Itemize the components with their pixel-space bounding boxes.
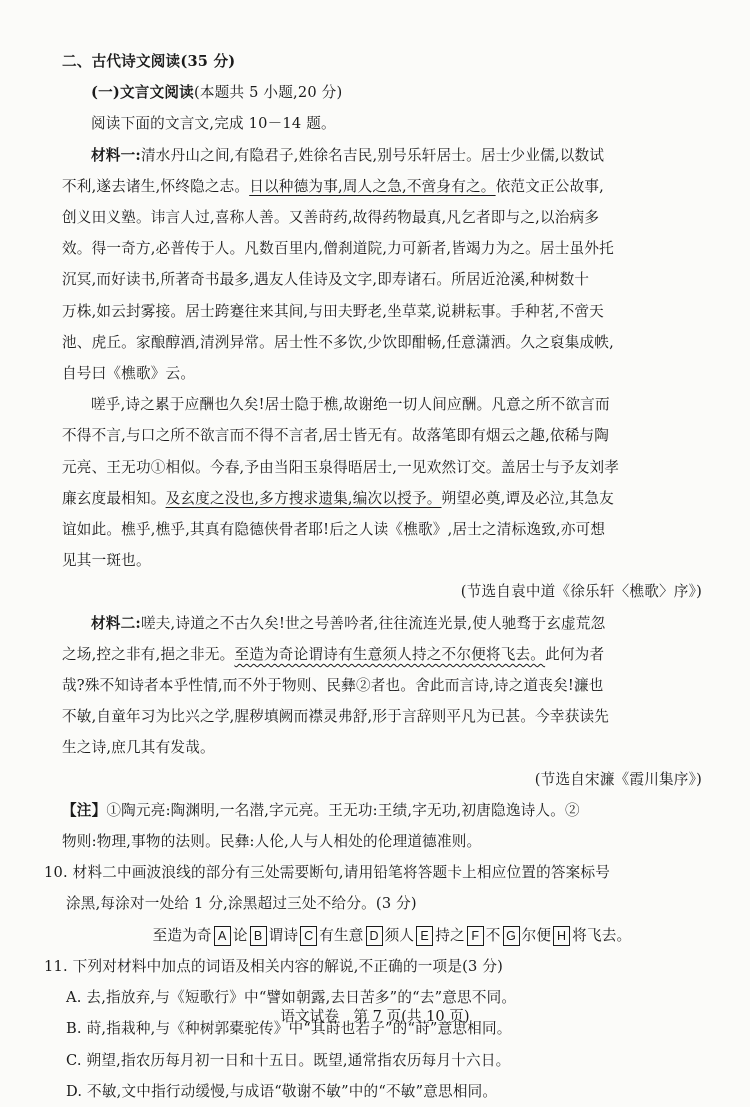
answer-box-e: E: [416, 926, 433, 946]
note-line-2: 物则:物理,事物的法则。民彝:人伦,人与人相处的伦理道德准则。: [62, 833, 482, 851]
answer-box-a: A: [214, 926, 231, 946]
subsection-title-text: (一)文言文阅读: [91, 84, 194, 102]
question-10-line-1: 10. 材料二中画波浪线的部分有三处需要断句,请用铅笔将答题卡上相应位置的答案标号: [44, 864, 611, 882]
page-footer: 语文试卷 第 7 页(共 10 页): [280, 1008, 470, 1025]
answer-box-f: F: [467, 926, 484, 946]
note-label: 【注】: [62, 801, 107, 819]
material-2-line-1: 材料二:嗟夫,诗道之不古久矣!世之号善吟者,往往流连光景,使人驰骛于玄虚荒忽: [91, 614, 606, 632]
material-1-line-2: 不利,遂去诸生,怀终隐之志。日以种德为事,周人之急,不啻身有之。依范文正公故事,: [62, 177, 605, 195]
material-1-line-8: 自号曰《樵歌》云。: [62, 365, 196, 383]
material-2-line-5: 生之诗,庶几其有发哉。: [62, 739, 215, 757]
material-1-source: (节选自袁中道《徐乐轩〈樵歌〉序》): [460, 583, 702, 601]
subsection-title: [62, 77, 702, 108]
material-1-p2-line-1: 嗟乎,诗之累于应酬也久矣!居士隐于樵,故谢绝一切人间应酬。凡意之所不欲言而: [91, 396, 610, 414]
material-2-label: 材料二:: [91, 614, 141, 632]
question-11-option-b: B. 莳,指栽种,与《种树郭橐驼传》中“其莳也若子”的“莳”意思相同。: [66, 1020, 512, 1038]
material-1-line-1: 材料一:清水丹山之间,有隐君子,姓徐名吉民,别号乐轩居士。居士少业儒,以数试: [91, 146, 605, 164]
material-1-p2-line-5: 谊如此。樵乎,樵乎,其真有隐德侠骨者耶!后之人读《樵歌》,居士之清标逸致,亦可想: [62, 521, 606, 539]
answer-box-g: G: [503, 926, 520, 946]
question-11-stem: 11. 下列对材料中加点的词语及相关内容的解说,不正确的一项是(3 分): [44, 957, 504, 975]
material-1-p2-line-4: 廉玄度最相知。及玄度之没也,多方搜求遗集,编次以授予。朔望必奠,谭及必泣,其急友: [62, 489, 614, 507]
punctuation-sentence: 至造为奇 A 论 B 谓诗 C 有生意 D 须人 E 持之 F 不 G 尔便 H 将飞去。: [152, 926, 632, 944]
subsection-note: (本题共 5 小题,20 分): [193, 84, 343, 102]
section-title: 二、古代诗文阅读(35 分): [62, 53, 236, 70]
instruction: 阅读下面的文言文,完成 10－14 题。: [91, 115, 336, 133]
question-11-option-d: D. 不敏,文中指行动缓慢,与成语“敬谢不敏”中的“不敏”意思相同。: [66, 1082, 498, 1100]
material-1-line-5: 沉冥,而好读书,所著奇书最多,遇友人佳诗及文字,即寿诸石。所居近沧溪,种树数十: [62, 271, 590, 289]
question-10-line-2: 涂黑,每涂对一处给 1 分,涂黑超过三处不给分。(3 分): [66, 895, 417, 913]
answer-box-h: H: [553, 926, 570, 946]
note-line-1: 【注】①陶元亮:陶渊明,一名潜,字元亮。王无功:王绩,字无功,初唐隐逸诗人。②: [62, 801, 580, 819]
underlined-sentence-2: 及玄度之没也,多方搜求遗集,编次以授予。: [165, 489, 442, 507]
material-2-line-4: 不敏,自童年习为比兴之学,腥秽填阙而襟灵弗舒,形于言辞则平凡为已甚。今幸获读先: [62, 708, 610, 726]
answer-box-b: B: [250, 926, 267, 946]
material-1-p2-line-3: 元亮、王无功①相似。今春,予由当阳玉泉得晤居士,一见欢然订交。盖居士与予友刘孝: [62, 458, 620, 476]
material-2-source: (节选自宋濂《霞川集序》): [534, 770, 702, 788]
material-1-line-4: 效。得一奇方,必普传于人。凡数百里内,僧刹道院,力可新者,皆竭力为之。居士虽外托: [62, 240, 614, 258]
material-2-line-2: 之场,控之非有,挹之非无。至造为奇论谓诗有生意须人持之不尔便将飞去。此何为者: [62, 645, 605, 663]
material-1-line-3: 创义田义塾。讳言人过,喜称人善。又善莳药,故得药物最真,凡乞者即与之,以治病多: [62, 209, 600, 227]
material-1-line-6: 万株,如云封雾接。居士跨蹇往来其间,与田夫野老,坐草菜,说耕耘事。手种茗,不啻天: [62, 302, 604, 320]
material-1-p2-line-6: 见其一斑也。: [62, 552, 151, 570]
answer-box-c: C: [300, 926, 317, 946]
question-11-option-c: C. 朔望,指农历每月初一日和十五日。既望,通常指农历每月十六日。: [66, 1051, 511, 1069]
material-1-line-7: 池、虎丘。家酿醇酒,清洌异常。居士性不多饮,少饮即酣畅,任意潇洒。久之裒集成帙,: [62, 333, 614, 351]
answer-box-d: D: [366, 926, 383, 946]
exam-page: [44, 46, 702, 1107]
material-2-line-3: 哉?殊不知诗者本乎性情,而不外于物则、民彝②者也。舍此而言诗,诗之道丧矣!濂也: [62, 677, 604, 695]
underlined-sentence-1: 日以种德为事,周人之急,不啻身有之。: [249, 177, 496, 195]
question-11-option-a: A. 去,指放弃,与《短歌行》中“譬如朝露,去日苦多”的“去”意思不同。: [66, 989, 517, 1007]
material-1-p2-line-2: 不得不言,与口之所不欲言而不得不言者,居士皆无有。故落笔即有烟云之趣,依稀与陶: [62, 427, 610, 445]
material-1-label: 材料一:: [91, 146, 141, 164]
wavy-underlined-sentence: 至造为奇论谓诗有生意须人持之不尔便将飞去。: [234, 645, 546, 663]
